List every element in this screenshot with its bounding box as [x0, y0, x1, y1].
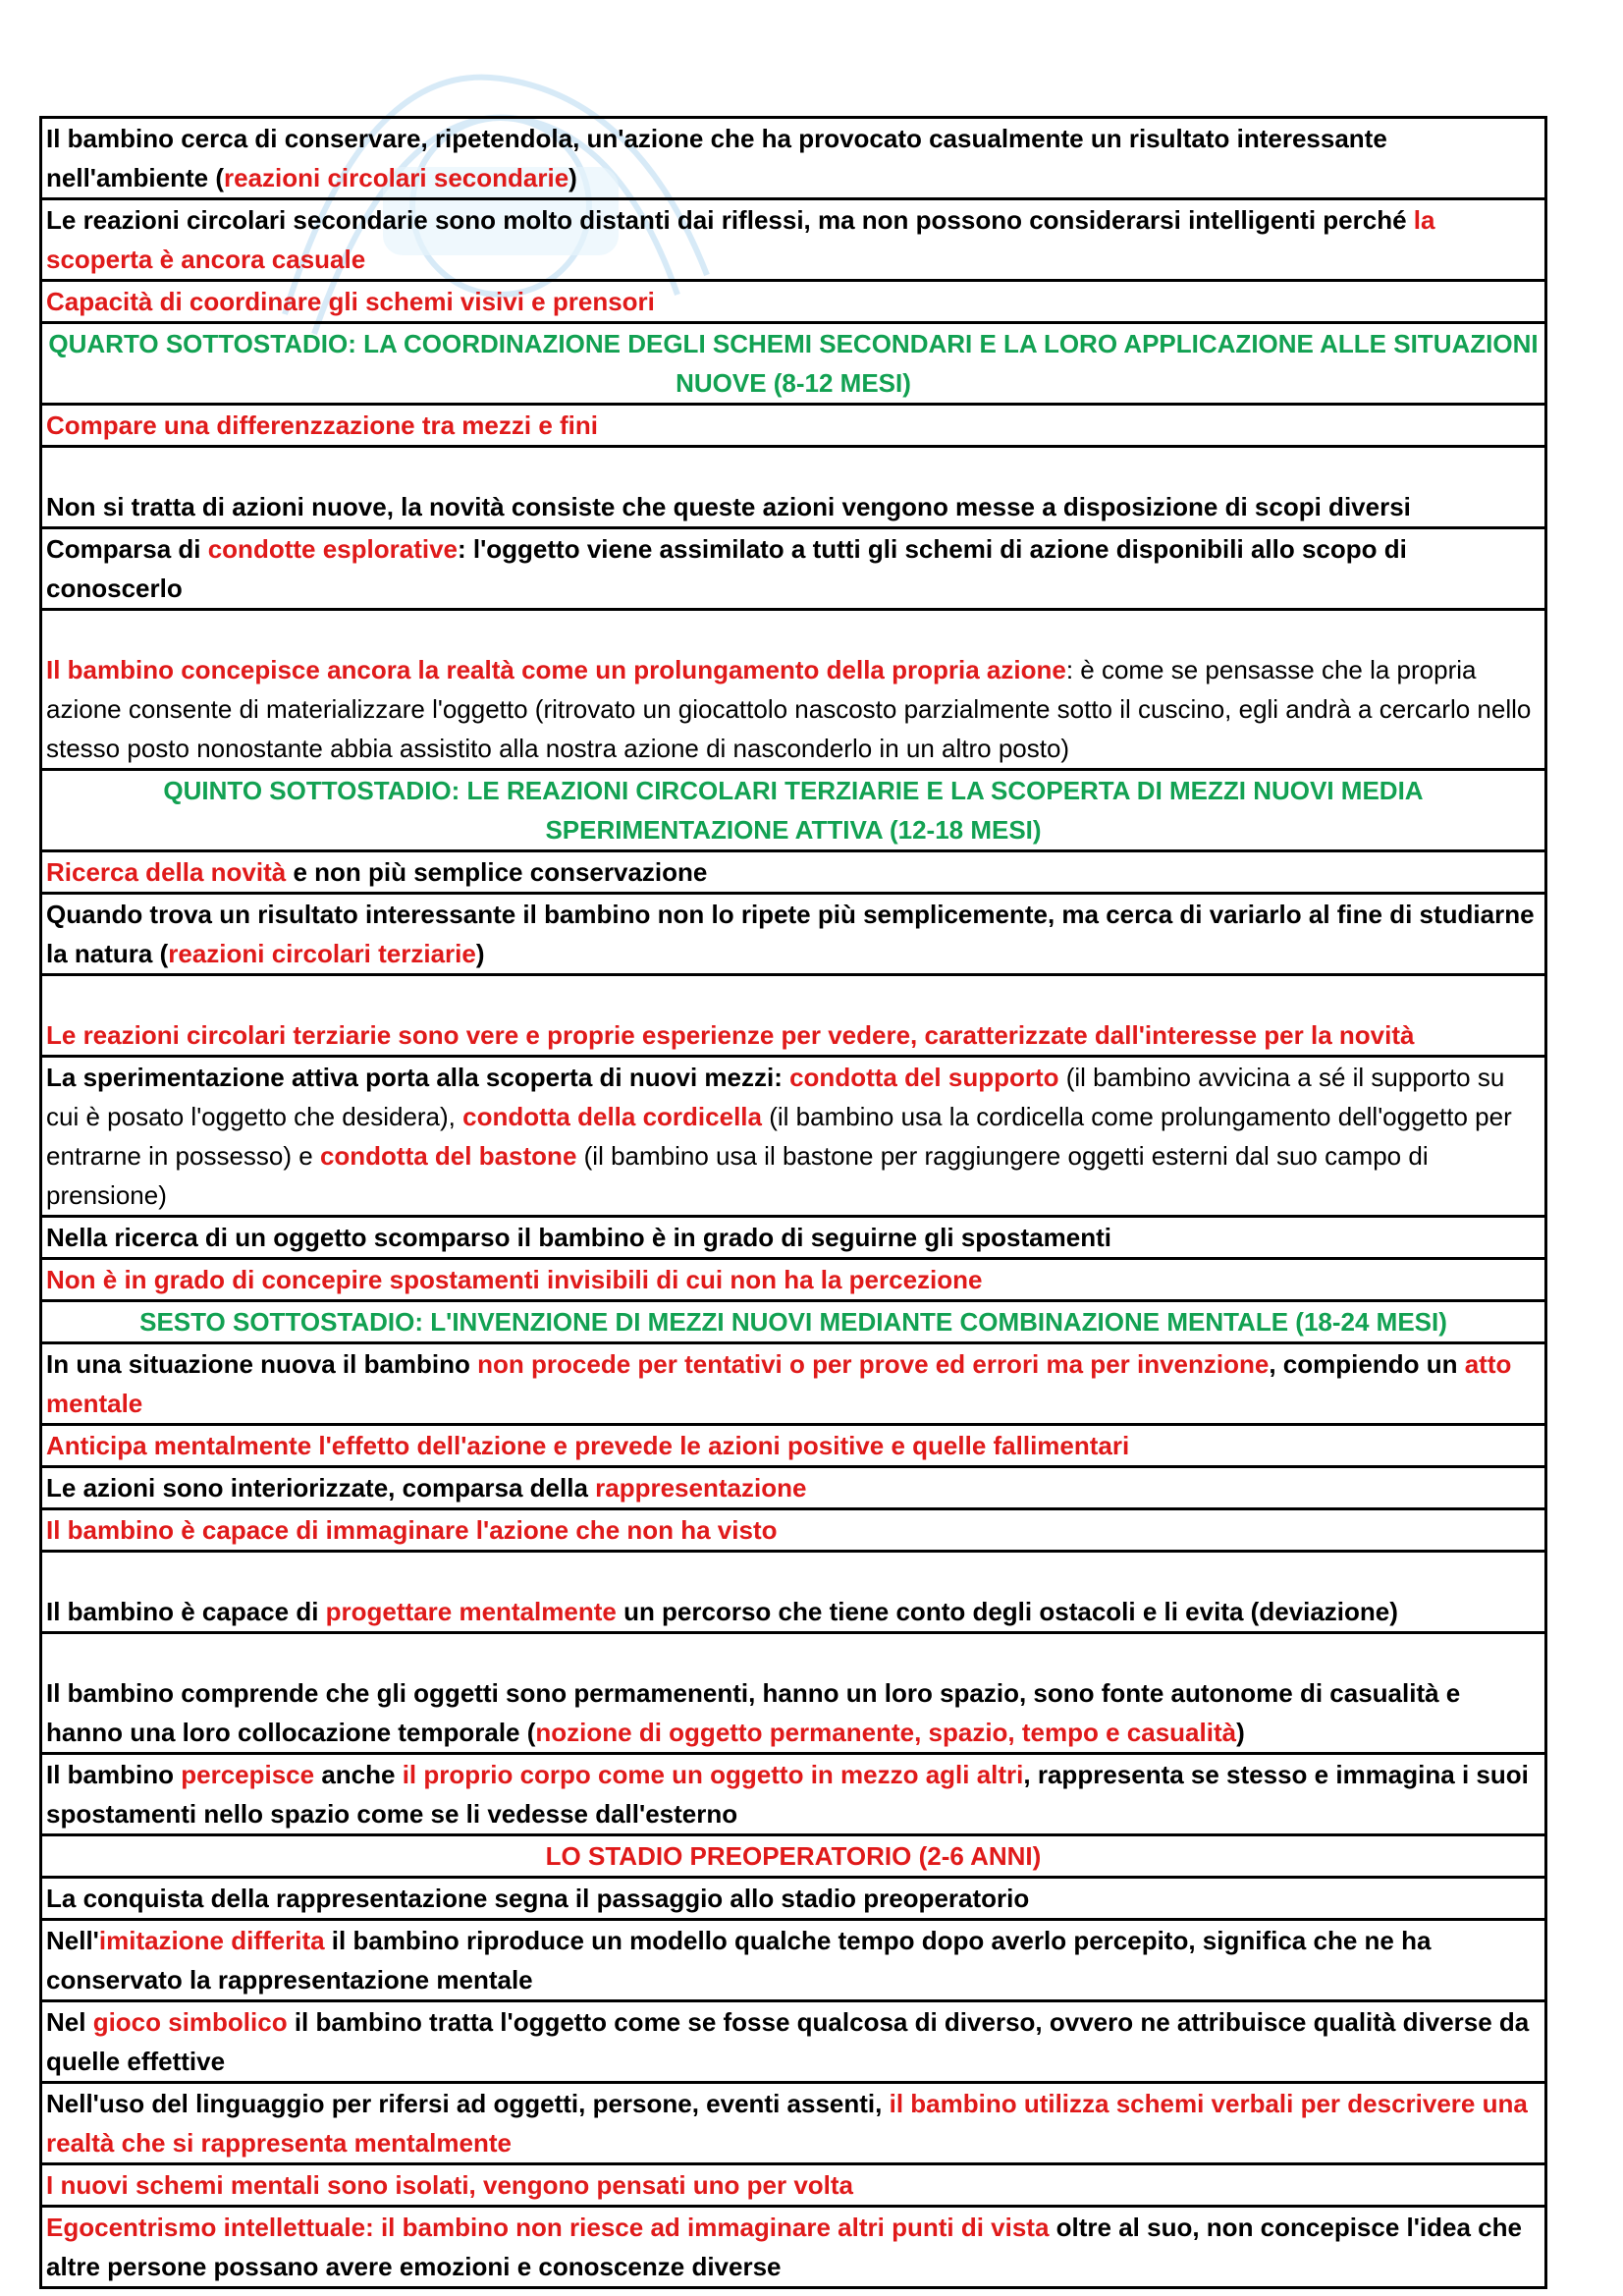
section-heading: QUARTO SOTTOSTADIO: LA COORDINAZIONE DEGLI SCHEMI SECONDARI E LA LORO APPLICAZIONE ALLE SITUAZIONI NUOVE (8-12 MESI) — [42, 324, 1544, 406]
section-heading: SESTO SOTTOSTADIO: L'INVENZIONE DI MEZZI NUOVI MEDIANTE COMBINAZIONE MENTALE (18-24 MESI) — [42, 1302, 1544, 1344]
table-row: Nell'imitazione differita il bambino riproduce un modello qualche tempo dopo averlo percepito, significa che ne ha conservato la rappresentazione mentale — [42, 1921, 1544, 2002]
table-row: Ricerca della novità e non più semplice conservazione — [42, 852, 1544, 895]
section-heading: LO STADIO PREOPERATORIO (2-6 ANNI) — [42, 1836, 1544, 1879]
table-row: Quando trova un risultato interessante il bambino non lo ripete più semplicemente, ma cerca di variarlo al fine di studiarne la natura (reazioni circolari terziarie) — [42, 895, 1544, 976]
table-row: La sperimentazione attiva porta alla scoperta di nuovi mezzi: condotta del supporto (il bambino avvicina a sé il supporto su cui è posato l'oggetto che desidera), condotta della cordicella (il bambino usa la cordicella come prolungamento dell'oggetto per entrarne in possesso) e condotta del bastone (il bambino usa il bastone per raggiungere oggetti esterni dal suo campo di prensione) — [42, 1058, 1544, 1218]
table-row: Il bambino concepisce ancora la realtà come un prolungamento della propria azione: è come se pensasse che la propria azione consente di materializzare l'oggetto (ritrovato un giocattolo nascosto parzialmente sotto il cuscino, egli andrà a cercarlo nello stesso posto nonostante abbia assistito alla nostra azione di nasconderlo in un altro posto) — [42, 611, 1544, 771]
section-heading: QUINTO SOTTOSTADIO: LE REAZIONI CIRCOLARI TERZIARIE E LA SCOPERTA DI MEZZI NUOVI MEDIA SPERIMENTAZIONE ATTIVA (12-18 MESI) — [42, 771, 1544, 852]
table-row: I nuovi schemi mentali sono isolati, vengono pensati uno per volta — [42, 2165, 1544, 2208]
table-row: Nella ricerca di un oggetto scomparso il bambino è in grado di seguirne gli spostamenti — [42, 1218, 1544, 1260]
table-row: Nel gioco simbolico il bambino tratta l'oggetto come se fosse qualcosa di diverso, ovvero ne attribuisce qualità diverse da quelle effettive — [42, 2002, 1544, 2084]
table-row: Il bambino comprende che gli oggetti sono permamenenti, hanno un loro spazio, sono fonte autonome di casualità e hanno una loro collocazione temporale (nozione di oggetto permanente, spazio, tempo e casualità) — [42, 1634, 1544, 1755]
table-row: Comparsa di condotte esplorative: l'oggetto viene assimilato a tutti gli schemi di azione disponibili allo scopo di conoscerlo — [42, 529, 1544, 611]
table-row: Nell'uso del linguaggio per rifersi ad oggetti, persone, eventi assenti, il bambino utilizza schemi verbali per descrivere una realtà che si rappresenta mentalmente — [42, 2084, 1544, 2165]
table-row: Le azioni sono interiorizzate, comparsa della rappresentazione — [42, 1468, 1544, 1510]
table-row: Compare una differenzzazione tra mezzi e fini — [42, 406, 1544, 448]
table-row: Anticipa mentalmente l'effetto dell'azione e prevede le azioni positive e quelle fallimentari — [42, 1426, 1544, 1468]
table-row: Il bambino è capace di progettare mentalmente un percorso che tiene conto degli ostacoli e li evita (deviazione) — [42, 1553, 1544, 1634]
table-row: Il bambino cerca di conservare, ripetendola, un'azione che ha provocato casualmente un risultato interessante nell'ambiente (reazioni circolari secondarie) — [42, 119, 1544, 200]
table-row: Le reazioni circolari secondarie sono molto distanti dai riflessi, ma non possono considerarsi intelligenti perché la scoperta è ancora casuale — [42, 200, 1544, 282]
table-row: Il bambino percepisce anche il proprio corpo come un oggetto in mezzo agli altri, rappresenta se stesso e immagina i suoi spostamenti nello spazio come se li vedesse dall'esterno — [42, 1755, 1544, 1836]
table-row: In una situazione nuova il bambino non procede per tentativi o per prove ed errori ma per invenzione, compiendo un atto mentale — [42, 1344, 1544, 1426]
table-row: Le reazioni circolari terziarie sono vere e proprie esperienze per vedere, caratterizzate dall'interesse per la novità — [42, 976, 1544, 1058]
notes-table — [39, 116, 1547, 2289]
table-row: Il bambino è capace di immaginare l'azione che non ha visto — [42, 1510, 1544, 1553]
table-row: Egocentrismo intellettuale: il bambino non riesce ad immaginare altri punti di vista oltre al suo, non concepisce l'idea che altre persone possano avere emozioni e conoscenze diverse — [42, 2208, 1544, 2289]
table-row: Non si tratta di azioni nuove, la novità consiste che queste azioni vengono messe a disposizione di scopi diversi — [42, 448, 1544, 529]
table-row: Capacità di coordinare gli schemi visivi e prensori — [42, 282, 1544, 324]
table-row: La conquista della rappresentazione segna il passaggio allo stadio preoperatorio — [42, 1879, 1544, 1921]
table-row: Non è in grado di concepire spostamenti invisibili di cui non ha la percezione — [42, 1260, 1544, 1302]
